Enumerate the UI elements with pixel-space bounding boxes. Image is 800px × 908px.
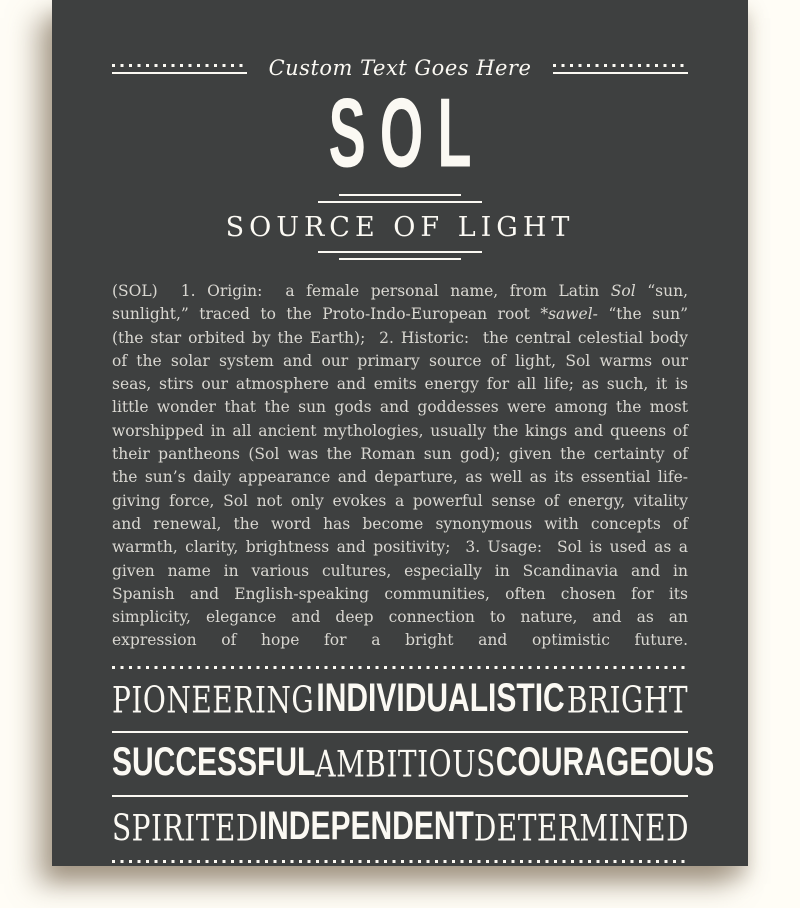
title-row xyxy=(112,77,688,188)
dotted-separator-top xyxy=(112,666,688,669)
trait-word: INDIVIDUALISTIC xyxy=(316,676,565,721)
dotted-separator-bottom xyxy=(112,860,688,863)
definition-text xyxy=(112,280,688,653)
trait-row-divider xyxy=(112,731,688,733)
definition-segment: “sun, sunlight,” traced to the Proto-Indo-European root xyxy=(112,282,689,324)
ornament-rule-long-bottom xyxy=(318,251,482,253)
definition-segment: (SOL) 1. Origin: a female personal name, from Latin xyxy=(112,282,611,300)
ornament-rule-short-top xyxy=(339,194,461,196)
definition-italic-term: Sol xyxy=(610,282,636,300)
trait-word: INDEPENDENT xyxy=(258,804,474,849)
custom-text: Custom Text Goes Here xyxy=(268,56,532,80)
trait-word: SUCCESSFUL xyxy=(112,740,316,785)
definition-italic-term: *sawel- xyxy=(540,305,598,324)
poster-card xyxy=(52,0,748,866)
trait-row xyxy=(112,676,688,722)
trait-word: AMBITIOUS xyxy=(315,742,496,786)
trait-word: DETERMINED xyxy=(473,806,690,850)
trait-row xyxy=(112,740,715,786)
traits-section xyxy=(112,676,715,850)
definition-segment: “the sun” (the star orbited by the Earth); 2. Historic: the central celestial body of the solar system and our primary source of light, Sol warms our seas, stirs our atmosphere and emits energy for all life; as such, it is little wonder that the sun gods and goddesses were among the most worshipped in all ancient mythologies, usually the kings and queens of their pantheons (Sol was the Roman sun god); given the certainty of the sun’s daily appearance and departure, as well as its essential life-giving force, Sol not only evokes a powerful sense of energy, vitality and renewal, the word has become synonymous with concepts of warmth, clarity, brightness and positivity; 3. Usage: Sol is used as a given name in various cultures, especially in Scandinavia and in Spanish and English-speaking communities, often chosen for its simplicity, elegance and deep connection to nature, and as an expression of hope for a bright and optimistic future. xyxy=(112,305,688,650)
right-dotted-rule xyxy=(553,64,688,74)
trait-row xyxy=(112,804,690,850)
poster-title: SOL xyxy=(328,77,486,188)
left-dotted-rule xyxy=(112,64,247,74)
trait-word: PIONEERING xyxy=(112,678,315,722)
trait-row-divider xyxy=(112,795,688,797)
ornament-rule-long-top xyxy=(318,201,482,203)
trait-word: COURAGEOUS xyxy=(495,740,715,785)
ornament-rule-short-bottom xyxy=(339,258,461,260)
trait-word: BRIGHT xyxy=(566,678,688,722)
trait-word: SPIRITED xyxy=(112,806,259,850)
poster-subtitle: SOURCE OF LIGHT xyxy=(225,212,575,243)
